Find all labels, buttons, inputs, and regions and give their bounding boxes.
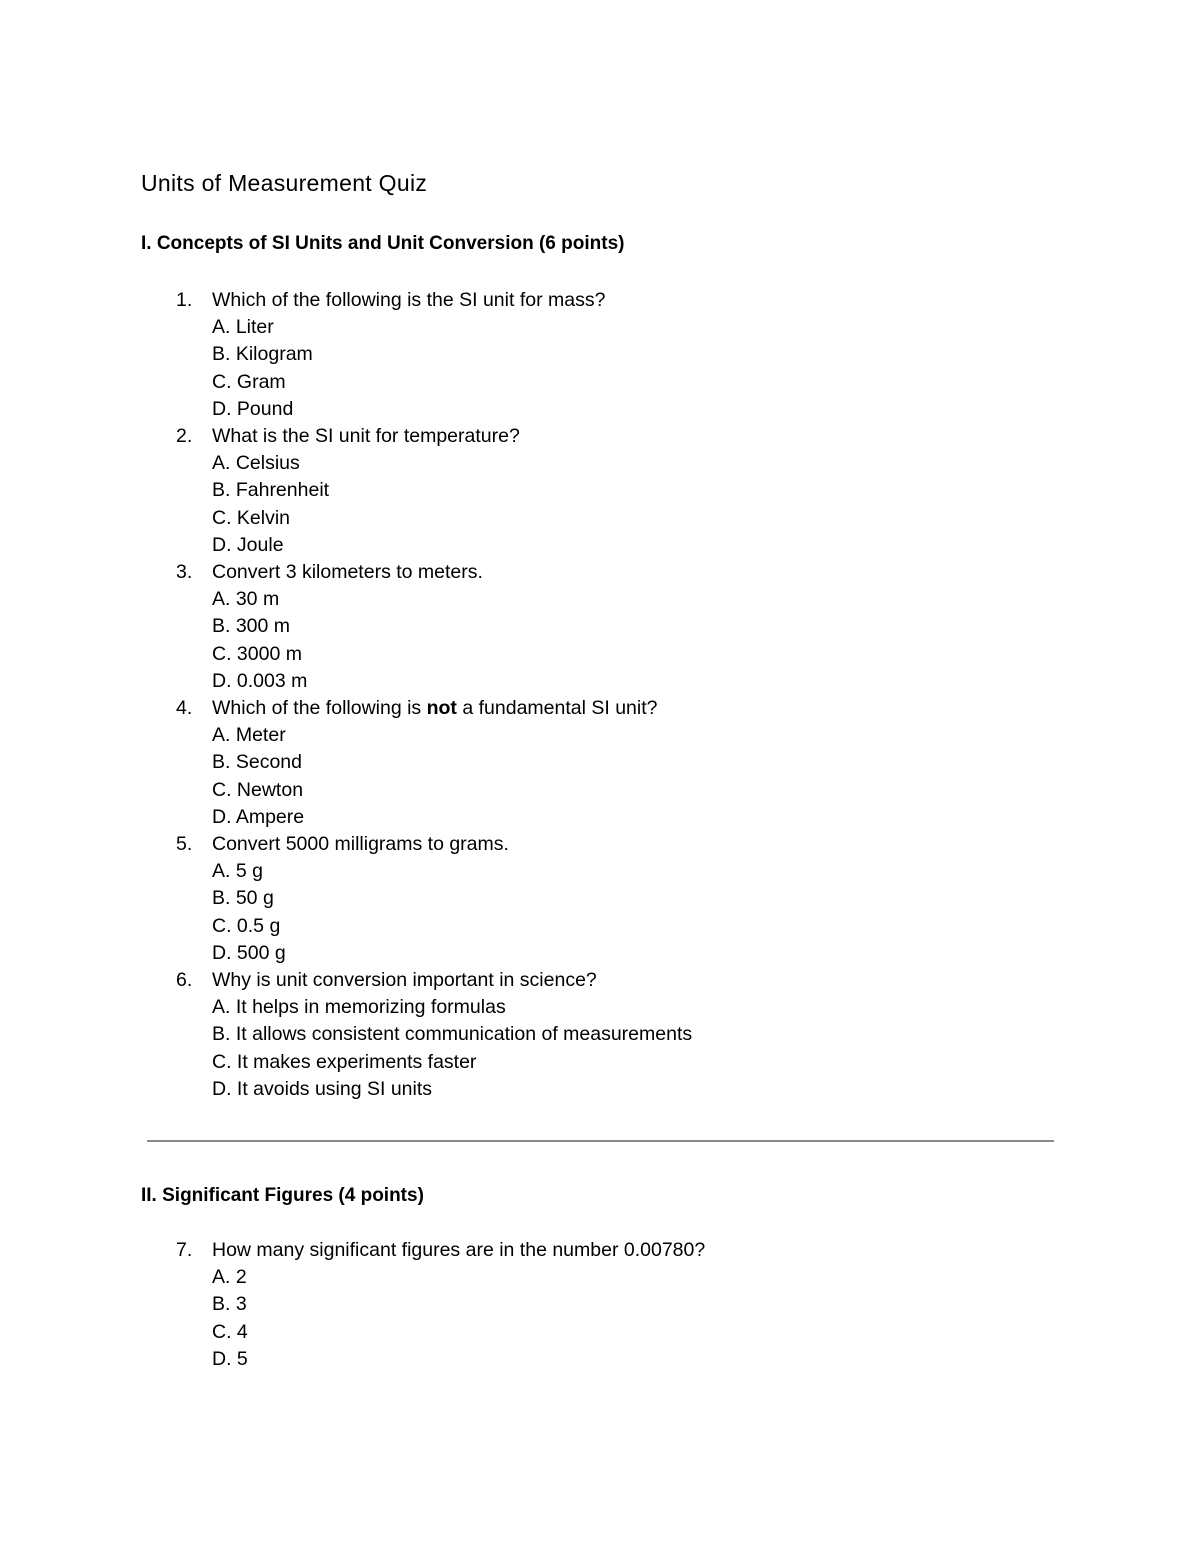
question-text-emphasis: not	[426, 697, 457, 720]
section-heading-significant-figures: II. Significant Figures (4 points)	[141, 1185, 424, 1206]
option-d: D. It avoids using SI units	[212, 1077, 433, 1100]
question-text-before: Which of the following is	[212, 697, 427, 720]
question-text-main: Convert 5000 milligrams to grams.	[212, 833, 509, 856]
question-7	[0, 1237, 706, 1373]
option-c: C. It makes experiments faster	[212, 1050, 477, 1073]
option-a: A. 5 g	[212, 860, 263, 883]
option-b: B. 300 m	[212, 615, 291, 638]
question-text	[212, 695, 692, 722]
option-c: C. Newton	[212, 778, 304, 801]
option-a: A. 30 m	[212, 588, 280, 611]
option-a: A. Celsius	[212, 452, 300, 475]
option-a: A. 2	[212, 1266, 247, 1289]
question-number: 5.	[176, 833, 193, 856]
question-list-section-1	[0, 287, 693, 1103]
option-d: D. Ampere	[212, 805, 305, 828]
option-a: A. Meter	[212, 724, 286, 747]
question-text-after: a fundamental SI unit?	[456, 697, 658, 720]
question-text	[212, 423, 692, 450]
question-text-main: How many significant figures are in the number 0.00780?	[212, 1239, 706, 1261]
question-3	[0, 559, 483, 695]
question-5	[0, 831, 509, 967]
section-divider	[147, 1140, 1054, 1142]
question-number: 3.	[176, 561, 193, 584]
question-6	[0, 967, 693, 1103]
question-number: 4.	[176, 697, 193, 720]
option-c: C. Gram	[212, 370, 286, 393]
question-text	[212, 831, 692, 858]
question-text-main: What is the SI unit for temperature?	[212, 425, 520, 448]
option-d: D. 5	[212, 1347, 248, 1370]
option-b: B. Kilogram	[212, 343, 313, 366]
option-c: C. 0.5 g	[212, 914, 281, 937]
question-number: 2.	[176, 425, 193, 448]
question-text-main: Which of the following is the SI unit for mass?	[212, 289, 606, 311]
question-1	[0, 287, 606, 423]
option-c: C. 3000 m	[212, 642, 302, 665]
question-number: 6.	[176, 969, 193, 992]
question-text	[212, 967, 692, 994]
question-4	[0, 695, 658, 831]
option-b: B. 50 g	[212, 887, 274, 910]
option-d: D. 0.003 m	[212, 669, 308, 692]
section-heading-si-units: I. Concepts of SI Units and Unit Conversion (6 points)	[141, 233, 625, 254]
option-d: D. 500 g	[212, 941, 286, 964]
option-a: A. It helps in memorizing formulas	[212, 996, 506, 1019]
option-b: B. 3	[212, 1293, 247, 1316]
option-c: C. Kelvin	[212, 506, 291, 529]
question-text	[212, 559, 692, 586]
question-text-main: Convert 3 kilometers to meters.	[212, 561, 483, 584]
question-list-section-2	[0, 1237, 706, 1373]
option-d: D. Pound	[212, 397, 294, 420]
question-number: 7.	[176, 1239, 193, 1261]
option-b: B. It allows consistent communication of measurements	[212, 1023, 693, 1046]
question-number: 1.	[176, 289, 193, 311]
option-d: D. Joule	[212, 533, 284, 556]
question-text-main: Why is unit conversion important in science?	[212, 969, 597, 992]
question-2	[0, 423, 520, 559]
doc-title: Units of Measurement Quiz	[141, 170, 428, 196]
option-b: B. Fahrenheit	[212, 479, 330, 502]
option-b: B. Second	[212, 751, 302, 774]
question-text	[212, 287, 692, 314]
option-c: C. 4	[212, 1320, 248, 1343]
option-a: A. Liter	[212, 316, 274, 339]
question-text	[212, 1237, 705, 1264]
